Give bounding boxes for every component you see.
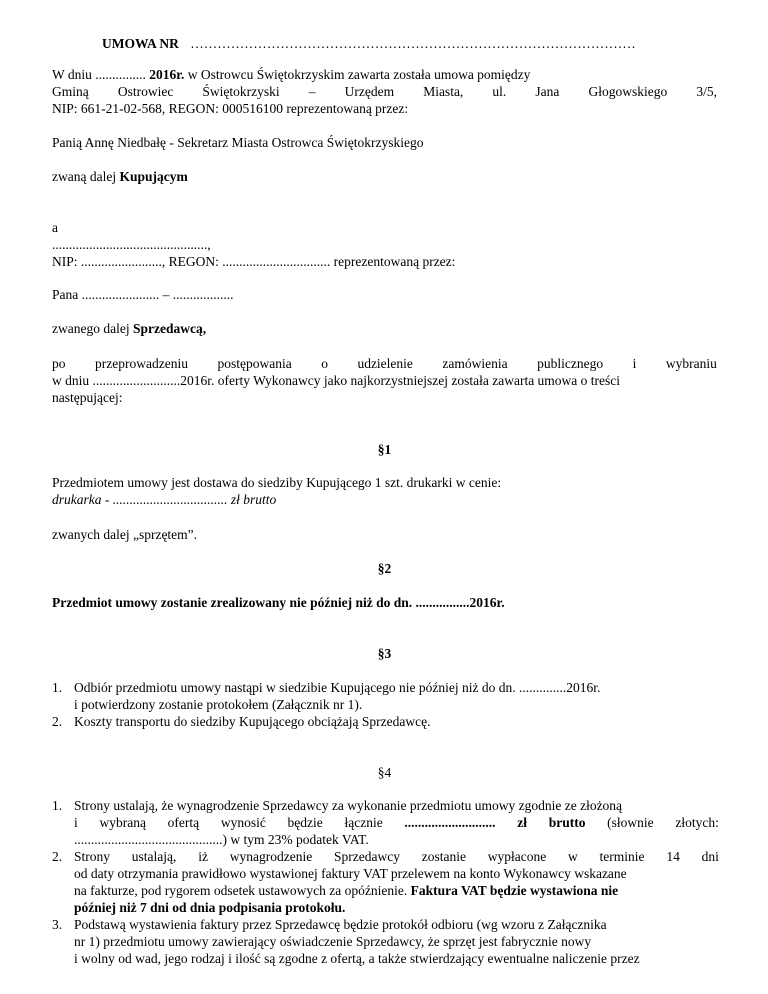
word: złotych: — [675, 815, 719, 830]
buyer-designation — [52, 168, 717, 185]
word: wynagrodzenie — [229, 849, 313, 864]
seller-nip-line: NIP: ........................, REGON: ................................ reprezentowaną przez: — [52, 254, 456, 269]
word: Gminą — [52, 84, 89, 99]
word: Jana — [535, 84, 560, 99]
s4-item-2-line-3-plain: na fakturze, pod rygorem odsetek ustawowych za opóźnienie. — [74, 883, 411, 898]
word: 3/5, — [696, 84, 717, 99]
buyer-name: Kupującym — [119, 169, 188, 184]
s4-item-3-line-2: nr 1) przedmiotu umowy zawierający oświadczenie Sprzedawcy, że sprzęt jest fabrycznie nowy — [74, 934, 592, 949]
intro-year: 2016r. — [149, 67, 185, 82]
intro-date-prefix: W dniu ............... — [52, 67, 150, 82]
s4-item-3-line-1: Podstawą wystawienia faktury przez Sprzedawcę będzie protokół odbioru (wg wzoru z Załącznika — [74, 917, 607, 932]
word: publicznego — [537, 356, 604, 371]
word: Sprzedawcy — [333, 849, 400, 864]
word: udzielenie — [357, 356, 413, 371]
seller-prefix: zwanego dalej — [52, 321, 133, 336]
intro-line-3: NIP: 661-21-02-568, REGON: 000516100 reprezentowaną przez: — [52, 101, 409, 116]
word: wynosić — [220, 815, 266, 830]
procedure-line-1 — [52, 355, 717, 372]
s4-item-2-line-2: od daty otrzymania prawidłowo wystawionej faktury VAT przelewem na konto Wykonawcy wskazane — [74, 866, 627, 881]
word: dni — [701, 849, 719, 864]
word: Ostrowiec — [117, 84, 174, 99]
word: wybraną — [99, 815, 146, 830]
word: Urzędem — [344, 84, 395, 99]
s4-item-2-number: 2. — [52, 849, 63, 864]
seller-name: Sprzedawcą, — [132, 321, 207, 336]
word: – — [308, 84, 316, 99]
word: ul. — [492, 84, 507, 99]
section-3-heading: §3 — [377, 646, 392, 661]
section-4-heading: §4 — [377, 765, 392, 780]
section-1-heading: §1 — [377, 442, 392, 457]
section-1-line-2: drukarka - .................................. zł brutto — [52, 492, 277, 507]
s4-item-2-line-1 — [74, 848, 719, 865]
word: zostanie — [421, 849, 466, 864]
word: Świętokrzyski — [202, 84, 280, 99]
title-label: UMOWA NR — [102, 36, 179, 51]
buyer-prefix: zwaną dalej — [52, 169, 120, 184]
s4-item-2-line-3-bold: Faktura VAT będzie wystawiona nie — [410, 883, 619, 898]
word: Głogowskiego — [588, 84, 668, 99]
seller-name-line: .............................................., — [52, 237, 211, 252]
word: zł — [517, 815, 527, 830]
word: ofertą — [167, 815, 200, 830]
word: wybraniu — [665, 356, 717, 371]
intro-line-2 — [52, 83, 717, 100]
s3-item-1-line-2: i potwierdzony zostanie protokołem (Załącznik nr 1). — [74, 697, 363, 712]
intro-line-1 — [52, 66, 717, 83]
section-1-line-1: Przedmiotem umowy jest dostawa do siedziby Kupującego 1 szt. drukarki w cenie: — [52, 475, 502, 490]
s4-item-2-line-3 — [74, 882, 719, 899]
word: o — [321, 356, 328, 371]
word: w — [568, 849, 578, 864]
word: przeprowadzeniu — [95, 356, 188, 371]
procedure-line-2: w dniu ..........................2016r. oferty Wykonawcy jako najkorzystniejszej została zawarta umowa o treści — [52, 373, 621, 388]
word: brutto — [548, 815, 586, 830]
word: (słownie — [607, 815, 654, 830]
word: 14 — [666, 849, 680, 864]
s4-item-3-line-3: i wolny od wad, jego rodzaj i ilość są zgodne z ofertą, a także stwierdzający ewentualne naliczenie przez — [74, 951, 640, 966]
s4-item-1-line-2 — [74, 814, 719, 831]
s4-item-1-number: 1. — [52, 798, 63, 813]
contract-title — [102, 35, 702, 52]
section-2-text: Przedmiot umowy zostanie zrealizowany nie później niż do dn. ................2016r. — [52, 595, 505, 610]
seller-designation — [52, 320, 717, 337]
s4-item-1-line-3: ............................................) w tym 23% podatek VAT. — [74, 832, 369, 847]
seller-a: a — [52, 220, 58, 235]
word: terminie — [599, 849, 645, 864]
word: ........................... — [404, 815, 496, 830]
s4-item-1-line-1: Strony ustalają, że wynagrodzenie Sprzedawcy za wykonanie przedmiotu umowy zgodnie ze złożoną — [74, 798, 623, 813]
procedure-line-3: następującej: — [52, 390, 123, 405]
word: łącznie — [344, 815, 383, 830]
word: zamówienia — [442, 356, 508, 371]
word: iż — [198, 849, 208, 864]
word: Strony — [74, 849, 111, 864]
s4-item-3-number: 3. — [52, 917, 63, 932]
seller-pana-line: Pana ....................... – .................. — [52, 287, 234, 302]
intro-place: w Ostrowcu Świętokrzyskim zawarta została umowa pomiędzy — [184, 67, 531, 82]
s3-item-1-number: 1. — [52, 680, 63, 695]
word: Miasta, — [423, 84, 464, 99]
word: postępowania — [217, 356, 292, 371]
word: wypłacone — [487, 849, 547, 864]
word: po — [52, 356, 66, 371]
s4-item-2-line-4: później niż 7 dni od dnia podpisania protokołu. — [74, 900, 346, 915]
s3-item-1-line-1: Odbiór przedmiotu umowy nastąpi w siedzibie Kupującego nie później niż do dn. ..............2016r. — [74, 680, 601, 695]
s3-item-2-line-1: Koszty transportu do siedziby Kupującego obciążają Sprzedawcę. — [74, 714, 431, 729]
representative: Panią Annę Niedbałę - Sekretarz Miasta Ostrowca Świętokrzyskiego — [52, 135, 424, 150]
section-2-heading: §2 — [377, 561, 392, 576]
title-dots: ……………………………………………………………………………………… — [190, 36, 636, 51]
s3-item-2-number: 2. — [52, 714, 63, 729]
section-1-line-3: zwanych dalej „sprzętem”. — [52, 527, 198, 542]
word: będzie — [287, 815, 323, 830]
word: i — [74, 815, 78, 830]
word: i — [632, 356, 637, 371]
word: ustalają, — [131, 849, 177, 864]
